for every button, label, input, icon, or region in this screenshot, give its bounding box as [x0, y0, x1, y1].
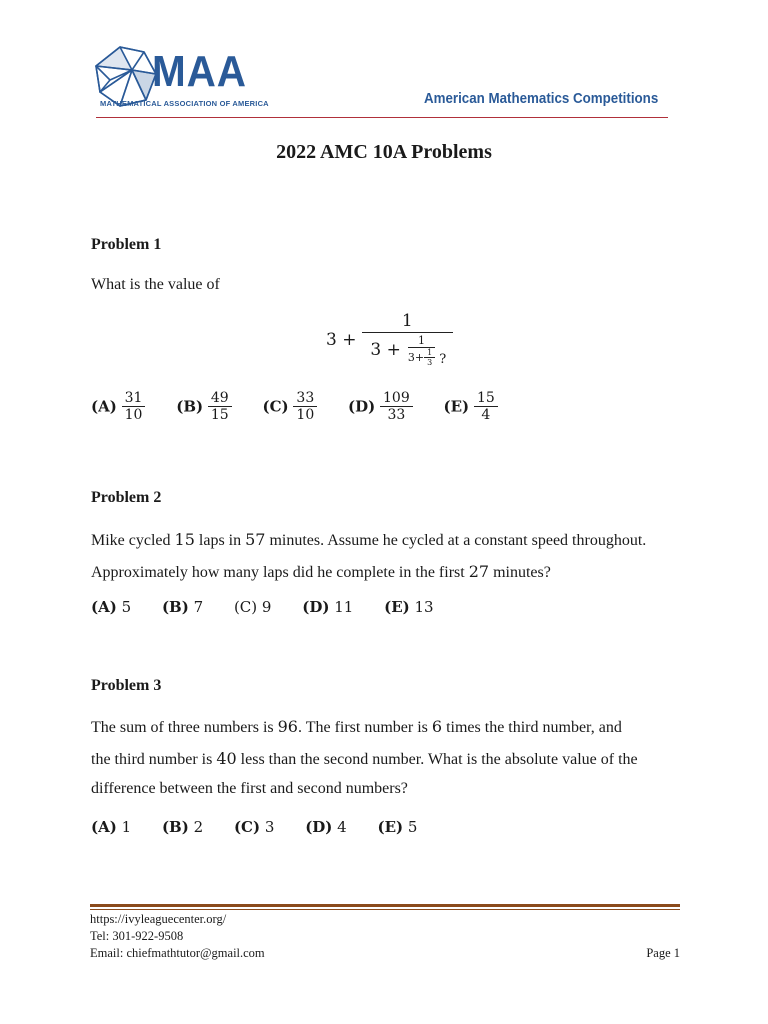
choice-b: [176, 390, 231, 423]
choice-label: (A): [91, 598, 117, 616]
footer-tel: Tel: 301-922-9508: [90, 929, 184, 943]
text-run: Mike cycled: [91, 532, 175, 549]
choice-fraction: [122, 390, 146, 423]
maa-logo-text: MAA: [152, 47, 247, 96]
choice-label: (D): [348, 397, 376, 416]
expr-innermost-fraction: [424, 348, 435, 367]
choice-value: 7: [193, 598, 204, 616]
text-run: laps in: [194, 532, 246, 549]
choice-num: 109: [380, 390, 413, 407]
choice-label: (E): [384, 598, 410, 616]
choice-label: (D): [305, 818, 333, 836]
choice-label: (A): [91, 397, 117, 416]
text-run: The sum of three numbers is: [91, 719, 278, 736]
choice-den: 10: [124, 407, 143, 424]
choice-fraction: [208, 390, 232, 423]
problem-1-expression: [326, 312, 453, 368]
choice-label: (B): [161, 818, 189, 836]
choice-num: 33: [293, 390, 317, 407]
choice-value: 2: [193, 818, 204, 836]
choice-label: (E): [377, 818, 404, 836]
page-title: 2022 AMC 10A Problems: [276, 141, 492, 163]
text-run: Approximately how many laps did he complete in the first: [91, 564, 469, 581]
problem-3-line-2: [91, 749, 638, 769]
text-run: the third number is: [91, 751, 217, 768]
problem-1-text: What is the value of: [91, 276, 220, 293]
problem-2-choices: [91, 598, 434, 616]
choice-e: [384, 598, 434, 616]
footer-divider-thick: [90, 904, 680, 907]
expr-trail: ?: [439, 351, 447, 367]
choice-num: 31: [122, 390, 146, 407]
choice-e: [378, 818, 418, 836]
expr-outer-den: [368, 333, 446, 368]
number: 57: [245, 530, 266, 549]
text-run: . The first number is: [297, 719, 432, 736]
choice-value: 1: [121, 818, 132, 836]
choice-c: [234, 818, 274, 836]
choice-den: 33: [387, 407, 406, 424]
footer-divider-thin: [90, 909, 680, 910]
number: 15: [174, 530, 195, 549]
expr-lead: 3 +: [326, 329, 357, 350]
choice-label: (B): [161, 598, 189, 616]
choice-num: 49: [208, 390, 232, 407]
problem-1-heading: Problem 1: [91, 236, 162, 253]
problem-3-line-3: difference between the first and second numbers?: [91, 780, 408, 797]
choice-d: [305, 818, 347, 836]
choice-b: [162, 818, 203, 836]
choice-value: 13: [414, 598, 434, 616]
choice-a: [91, 390, 145, 423]
choice-label: (C): [233, 818, 261, 836]
number: 96: [277, 717, 298, 736]
choice-value: 9: [261, 598, 272, 616]
expr-outer-fraction: [362, 312, 453, 368]
maa-logo-subtitle: MATHEMATICAL ASSOCIATION OF AMERICA: [100, 99, 269, 108]
choice-fraction: [380, 390, 413, 423]
choice-c: [263, 390, 318, 423]
choice-label: (E): [443, 397, 470, 416]
choice-fraction: [474, 390, 498, 423]
expr-outer-num: 1: [362, 312, 453, 333]
footer-email[interactable]: Email: chiefmathtutor@gmail.com: [90, 946, 265, 960]
choice-fraction: [293, 390, 317, 423]
choice-b: [162, 598, 203, 616]
problem-2-line-1: [91, 530, 646, 550]
problem-2-heading: Problem 2: [91, 489, 162, 506]
choice-d: [302, 598, 353, 616]
problem-3-line-1: [91, 717, 622, 737]
problem-2-line-2: [91, 562, 551, 582]
text-run: times the third number, and: [442, 719, 622, 736]
problem-3-choices: [91, 818, 417, 836]
problem-1-choices: [91, 390, 498, 423]
problem-3-heading: Problem 3: [91, 677, 162, 694]
choice-value: 5: [407, 818, 418, 836]
expr-inner-den: [405, 348, 438, 367]
header-divider: [96, 117, 668, 118]
text-run: minutes?: [489, 564, 551, 581]
expr-inner-fraction: [405, 335, 438, 368]
choice-value: 3: [264, 818, 275, 836]
choice-den: 4: [481, 407, 491, 424]
amc-header-title: American Mathematics Competitions: [424, 91, 659, 107]
choice-value: 11: [334, 598, 354, 616]
expr-innermost-den: 3: [427, 358, 433, 368]
number: 27: [468, 562, 490, 581]
page-number: Page 1: [646, 946, 680, 960]
choice-den: 15: [210, 407, 229, 424]
choice-d: [348, 390, 413, 423]
number: 40: [216, 749, 237, 768]
choice-den: 10: [296, 407, 315, 424]
choice-num: 15: [474, 390, 498, 407]
number: 6: [431, 717, 443, 736]
choice-label: (A): [91, 818, 117, 836]
choice-label: (C): [262, 397, 289, 416]
choice-a: [91, 598, 131, 616]
expr-inner-lead: 3 +: [370, 340, 401, 361]
choice-e: [444, 390, 498, 423]
choice-label: (C): [233, 598, 258, 616]
choice-a: [91, 818, 131, 836]
choice-value: 4: [337, 818, 347, 836]
choice-c: [234, 598, 272, 616]
choice-label: (D): [302, 598, 330, 616]
expr-inner-num: 1: [408, 335, 435, 349]
text-run: minutes. Assume he cycled at a constant speed throughout.: [265, 532, 647, 549]
expr-innermost-lead: 3+: [407, 350, 425, 364]
footer-url[interactable]: https://ivyleaguecenter.org/: [90, 912, 227, 926]
expr-innermost-num: 1: [424, 348, 435, 358]
choice-value: 5: [121, 598, 132, 616]
choice-label: (B): [176, 397, 204, 416]
text-run: less than the second number. What is the absolute value of the: [236, 751, 638, 768]
